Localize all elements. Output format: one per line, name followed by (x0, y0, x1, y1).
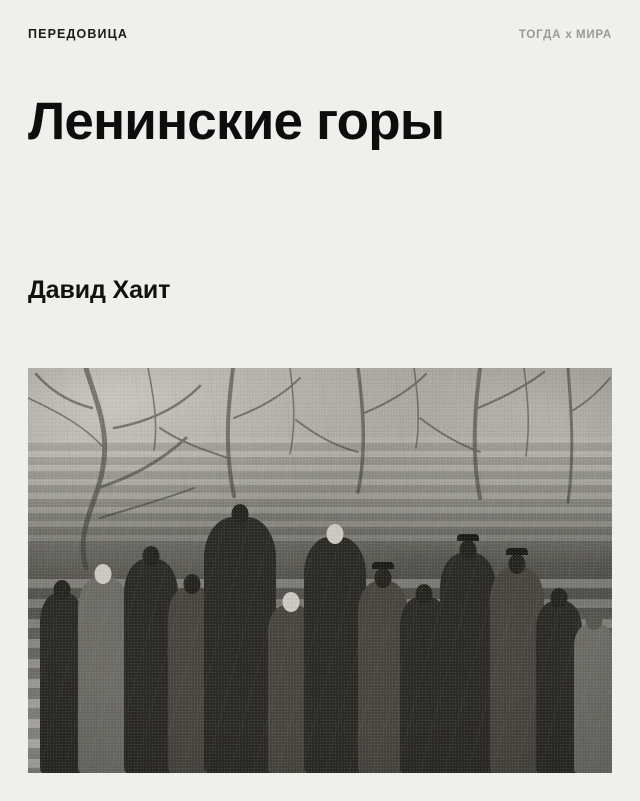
author-name: Давид Хаит (28, 276, 171, 305)
person-figure (440, 553, 496, 773)
person-head (54, 580, 71, 600)
person-head (327, 524, 344, 544)
person-head (95, 564, 112, 584)
partner-suffix: МИРА (575, 29, 612, 41)
page-header (28, 0, 612, 49)
brand-label: ПЕРЕДОВИЦА (28, 27, 129, 41)
person-head (232, 504, 249, 524)
person-head (283, 592, 300, 612)
person-head (184, 574, 201, 594)
partner-prefix: ТОГДА (518, 29, 562, 41)
person-head (460, 540, 477, 560)
partner-label (519, 29, 612, 41)
person-head (416, 584, 433, 604)
person-head (509, 554, 526, 574)
page-title: Ленинские горы (28, 92, 445, 151)
cap-icon (457, 534, 479, 541)
person-figure (78, 577, 128, 773)
person-head (551, 588, 568, 608)
person-figure (304, 537, 366, 773)
person-figure (574, 623, 612, 773)
person-head (375, 568, 392, 588)
photo-crowd (28, 368, 612, 773)
cap-icon (506, 548, 528, 555)
person-figure (204, 517, 276, 773)
partner-separator: x (565, 29, 572, 41)
person-head (143, 546, 160, 566)
cap-icon (372, 562, 394, 569)
person-head (586, 610, 603, 630)
article-photo (28, 368, 612, 773)
